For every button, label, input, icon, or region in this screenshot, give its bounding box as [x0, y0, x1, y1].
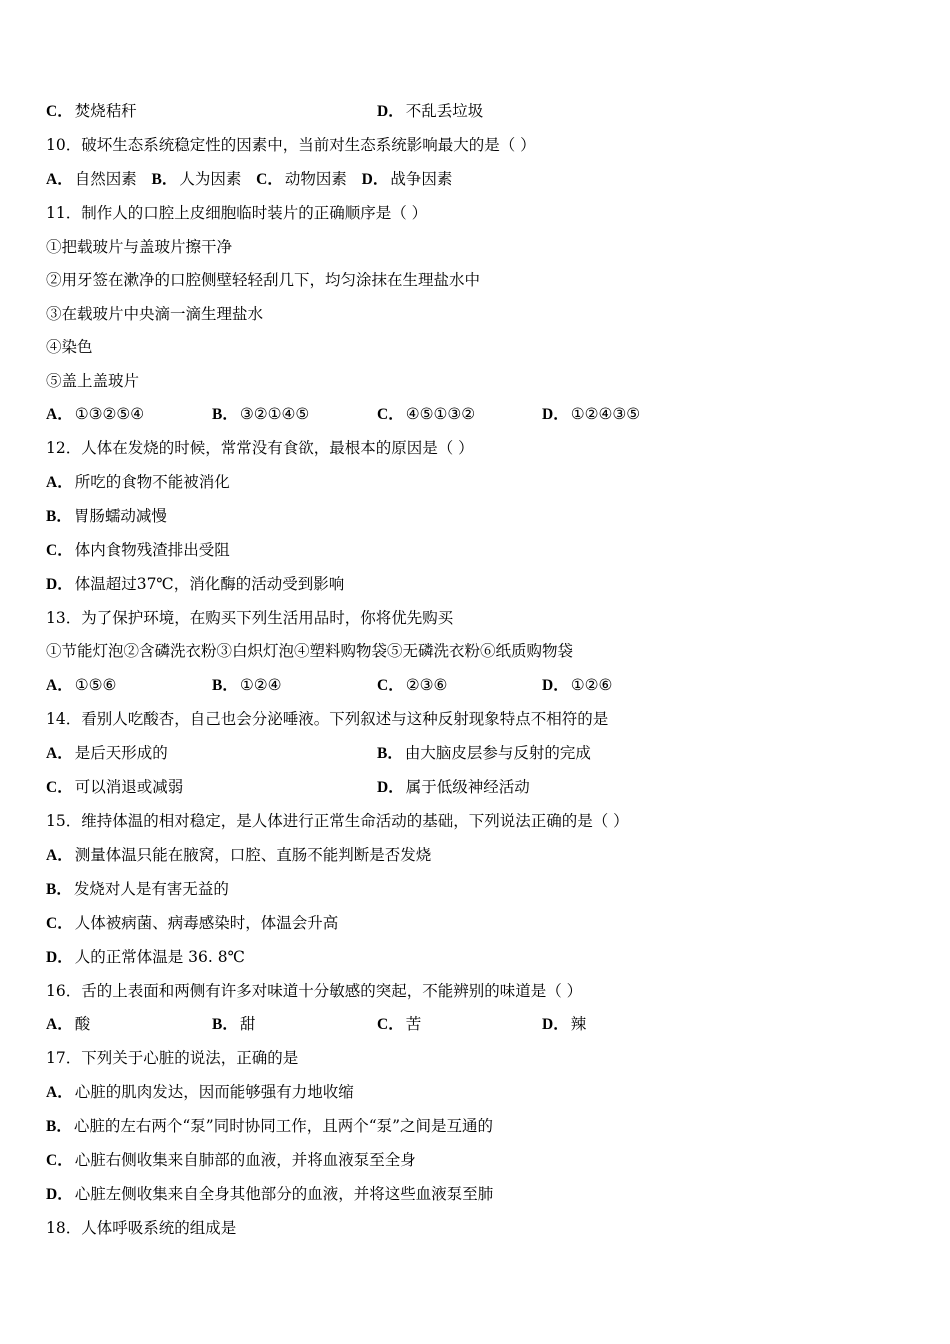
- option-text: ①②④: [239, 676, 282, 694]
- option-text: 所吃的食物不能被消化: [74, 473, 230, 491]
- option-letter: C．: [46, 915, 73, 932]
- q11-option-b: [212, 404, 309, 425]
- q13-option-b: [212, 675, 282, 696]
- option-letter: A．: [46, 406, 73, 423]
- q16-option-a: [46, 1014, 90, 1035]
- option-text: 心脏的肌肉发达，因而能够强有力地收缩: [74, 1083, 354, 1101]
- option-text: ②③⑥: [405, 676, 448, 694]
- option-text: ①③②⑤④: [74, 405, 145, 423]
- q15-option-a: [46, 845, 431, 866]
- option-letter: B．: [151, 171, 178, 188]
- option-text: 人的正常体温是 36. 8℃: [74, 948, 245, 966]
- option-text: 甜: [239, 1015, 256, 1033]
- q11-step: ④染色: [46, 338, 93, 356]
- q15-option-c: [46, 913, 338, 934]
- option-letter: C．: [46, 1152, 73, 1169]
- option-letter: C．: [377, 406, 404, 423]
- q15-option-d: [46, 947, 245, 968]
- option-text: 心脏右侧收集来自肺部的血液，并将血液泵至全身: [74, 1151, 416, 1169]
- q14-option-d: [377, 777, 530, 798]
- option-text: ③②①④⑤: [239, 405, 310, 423]
- option-text: 发烧对人是有害无益的: [73, 880, 229, 898]
- option-letter: A．: [46, 677, 73, 694]
- q13-option-d: [542, 675, 612, 696]
- option-letter: D．: [542, 406, 569, 423]
- q13-items: ①节能灯泡②含磷洗衣粉③白炽灯泡④塑料购物袋⑤无磷洗衣粉⑥纸质购物袋: [46, 642, 574, 660]
- q11-step: ⑤盖上盖玻片: [46, 372, 140, 390]
- q16-stem: 16．舌的上表面和两侧有许多对味道十分敏感的突起，不能辨别的味道是（ ）: [46, 982, 583, 1000]
- q11-step: ①把载玻片与盖玻片擦干净: [46, 238, 233, 256]
- option-letter: B．: [212, 406, 238, 423]
- q15-stem: 15．维持体温的相对稳定，是人体进行正常生命活动的基础，下列说法正确的是（ ）: [46, 812, 629, 830]
- q17-option-c: [46, 1150, 416, 1171]
- option-text: ④⑤①③②: [405, 405, 476, 423]
- option-letter: D．: [46, 1186, 73, 1203]
- option-letter: D．: [46, 949, 73, 966]
- option-letter: D．: [377, 779, 404, 796]
- q16-option-b: [212, 1014, 255, 1035]
- option-letter: D．: [361, 171, 389, 188]
- option-text: 体内食物残渣排出受阻: [74, 541, 230, 559]
- q17-option-b: [46, 1116, 493, 1137]
- q13-option-c: [377, 675, 447, 696]
- option-text: 体温超过37℃，消化酶的活动受到影响: [74, 575, 345, 593]
- q11-step: ②用牙签在漱净的口腔侧壁轻轻刮几下，均匀涂抹在生理盐水中: [46, 271, 481, 289]
- option-letter: D．: [377, 103, 404, 120]
- q11-stem: 11．制作人的口腔上皮细胞临时装片的正确顺序是（ ）: [46, 204, 428, 222]
- q12-stem: 12．人体在发烧的时候，常常没有食欲，最根本的原因是（ ）: [46, 439, 474, 457]
- option-text: 焚烧秸秆: [74, 102, 137, 120]
- option-text: 心脏的左右两个“泵”同时协同工作，且两个“泵”之间是互通的: [73, 1117, 494, 1135]
- q13-option-a: [46, 675, 116, 696]
- q10-stem: 10．破坏生态系统稳定性的因素中，当前对生态系统影响最大的是（ ）: [46, 136, 536, 154]
- q14-option-c: [46, 777, 183, 798]
- option-letter: D．: [542, 1016, 569, 1033]
- option-letter: C．: [46, 779, 73, 796]
- option-text: 由大脑皮层参与反射的完成: [404, 744, 591, 762]
- option-text: 属于低级神经活动: [405, 778, 530, 796]
- q11-option-c: [377, 404, 475, 425]
- option-letter: A．: [46, 1016, 73, 1033]
- q14-stem: 14．看别人吃酸杏，自己也会分泌唾液。下列叙述与这种反射现象特点不相符的是: [46, 710, 609, 728]
- option-text: 不乱丢垃圾: [405, 102, 484, 120]
- option-text: 胃肠蠕动减慢: [73, 507, 167, 525]
- option-text: 人为因素: [179, 170, 242, 188]
- option-text: 可以消退或减弱: [74, 778, 184, 796]
- option-letter: B．: [212, 677, 238, 694]
- q16-option-d: [542, 1014, 586, 1035]
- option-letter: A．: [46, 171, 73, 188]
- q11-option-a: [46, 404, 144, 425]
- q14-option-b: [377, 743, 591, 764]
- q11-option-d: [542, 404, 640, 425]
- q15-option-b: [46, 879, 229, 900]
- q12-option-d: [46, 574, 344, 595]
- q12-option-c: [46, 540, 230, 561]
- option-letter: A．: [46, 745, 73, 762]
- q13-stem: 13．为了保护环境，在购买下列生活用品时，你将优先购买: [46, 609, 454, 627]
- q10-options: [46, 169, 452, 190]
- option-text: 苦: [405, 1015, 422, 1033]
- option-text: 动物因素: [284, 170, 347, 188]
- q9-option-d: [377, 101, 483, 122]
- option-letter: A．: [46, 474, 73, 491]
- option-letter: B．: [46, 881, 72, 898]
- option-text: 酸: [74, 1015, 91, 1033]
- option-letter: A．: [46, 1084, 73, 1101]
- option-letter: B．: [46, 508, 72, 525]
- q14-option-a: [46, 743, 168, 764]
- option-text: 测量体温只能在腋窝，口腔、直肠不能判断是否发烧: [74, 846, 432, 864]
- option-letter: C．: [256, 171, 283, 188]
- option-letter: C．: [377, 1016, 404, 1033]
- option-text: 心脏左侧收集来自全身其他部分的血液，并将这些血液泵至肺: [74, 1185, 494, 1203]
- option-letter: B．: [212, 1016, 238, 1033]
- option-text: 战争因素: [390, 170, 453, 188]
- option-text: 辣: [570, 1015, 587, 1033]
- option-letter: B．: [377, 745, 403, 762]
- q12-option-b: [46, 506, 167, 527]
- option-text: ①②⑥: [570, 676, 613, 694]
- option-text: ①②④③⑤: [570, 405, 641, 423]
- option-text: 是后天形成的: [74, 744, 168, 762]
- option-letter: C．: [377, 677, 404, 694]
- option-letter: D．: [542, 677, 569, 694]
- q16-option-c: [377, 1014, 421, 1035]
- option-text: 人体被病菌、病毒感染时，体温会升高: [74, 914, 339, 932]
- option-letter: A．: [46, 847, 73, 864]
- q18-stem: 18．人体呼吸系统的组成是: [46, 1219, 237, 1237]
- q11-step: ③在载玻片中央滴一滴生理盐水: [46, 305, 264, 323]
- q9-option-c: [46, 101, 137, 122]
- option-letter: B．: [46, 1118, 72, 1135]
- q17-option-d: [46, 1184, 493, 1205]
- option-letter: C．: [46, 103, 73, 120]
- q12-option-a: [46, 472, 230, 493]
- option-letter: C．: [46, 542, 73, 559]
- option-letter: D．: [46, 576, 73, 593]
- q17-option-a: [46, 1082, 354, 1103]
- q17-stem: 17．下列关于心脏的说法，正确的是: [46, 1049, 299, 1067]
- option-text: 自然因素: [74, 170, 137, 188]
- option-text: ①⑤⑥: [74, 676, 117, 694]
